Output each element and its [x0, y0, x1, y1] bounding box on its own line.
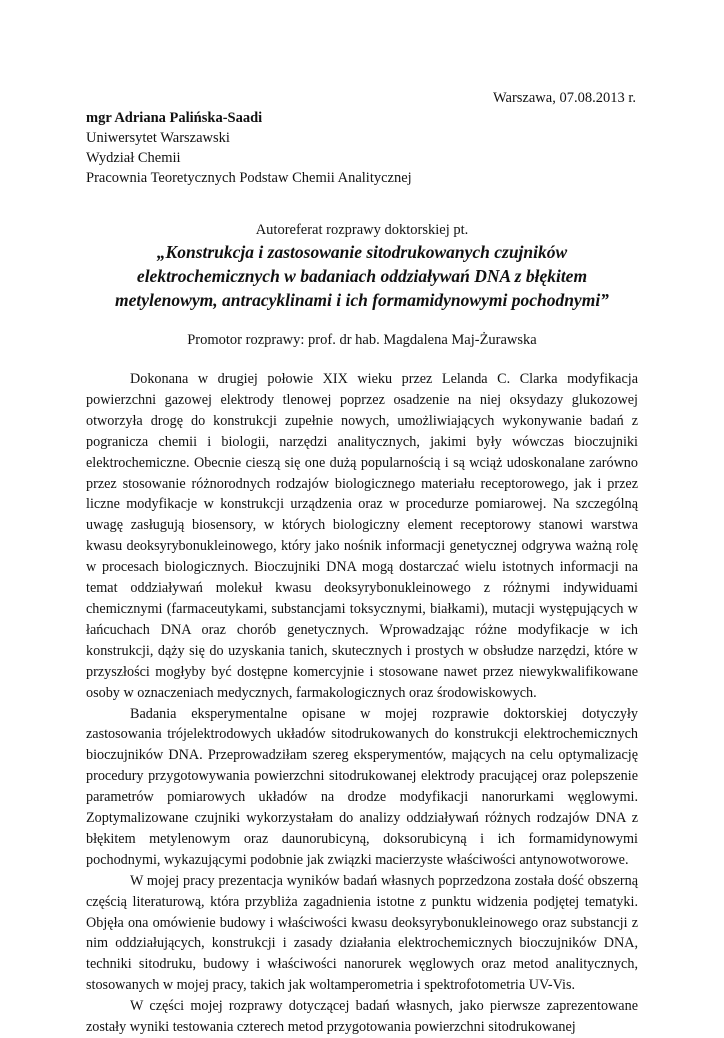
- title-intro: Autoreferat rozprawy doktorskiej pt.: [255, 222, 469, 238]
- paragraph: Badania eksperymentalne opisane w mojej rozprawie doktorskiej dotyczyły zastosowania trójelektrodowych układów sitodrukowanych do konstrukcji elektrochemicznych bioczujników DNA. Przeprowadziłam szereg eksperymentów, mających na celu optymalizację procedury przygotowywania powierzchni sitodrukowanej elektrody pracującej oraz polepszenie parametrów pomiarowych układów na drodze modyfikacji nanorurkami węglowymi. Zoptymalizowane czujniki wykorzystałam do analizy oddziaływań różnych rodzajów DNA z błękitem metylenowym oraz daunorubicyną, doksorubicyną i ich formamidynowymi pochodnymi, wykazującymi podobnie jak związki macierzyste właściwości antynowotworowe.: [86, 705, 638, 868]
- title-block: [86, 220, 638, 312]
- author-block: [86, 108, 646, 188]
- affiliation-faculty: Wydział Chemii: [86, 150, 181, 166]
- paragraph: W mojej pracy prezentacja wyników badań własnych poprzedzona została dość obszerną częścią literaturową, która przybliża zagadnienia istotne z punktu widzenia podjętej tematyki. Objęła ona omówienie budowy i właściwości kwasu deoksyrybonukleinowego oraz substancji z nim oddziałujących, konstrukcji i zasady działania elektrochemicznych bioczujników DNA, techniki sitodruku, budowy i właściwości nanorurek węglowych oraz metod analitycznych, stosowanych w mojej pracy, takich jak woltamperometria i spektrofotometria UV-Vis.: [86, 872, 638, 994]
- promotor-line: Promotor rozprawy: prof. dr hab. Magdalena Maj-Żurawska: [187, 332, 537, 348]
- author-name: mgr Adriana Palińska-Saadi: [86, 110, 263, 126]
- dissertation-title: „Konstrukcja i zastosowanie sitodrukowanych czujników elektrochemicznych w badaniach oddziaływań DNA z błękitem metylenowym, antracyklinami i ich formamidynowymi pochodnymi”: [115, 242, 609, 310]
- affiliation-university: Uniwersytet Warszawski: [86, 130, 230, 146]
- affiliation-lab: Pracownia Teoretycznych Podstaw Chemii Analitycznej: [86, 170, 412, 186]
- paragraph: W części mojej rozprawy dotyczącej badań własnych, jako pierwsze zaprezentowane zostały wyniki testowania czterech metod przygotowania powierzchni sitodrukowanej: [86, 998, 638, 1036]
- body-text: [86, 369, 638, 1038]
- document-date: Warszawa, 07.08.2013 r.: [493, 90, 636, 106]
- paragraph: Dokonana w drugiej połowie XIX wieku przez Lelanda C. Clarka modyfikacja powierzchni gazowej elektrody tlenowej poprzez osadzenie na niej oksydazy glukozowej otworzyła drogę do konstrukcji zupełnie nowych, umożliwiających wykonywanie badań z pogranicza chemii i biologii, narzędzi analitycznych, jakimi były wówczas bioczujniki elektrochemiczne. Obecnie cieszą się one dużą popularnością i są wciąż udoskonalane zarówno przez stosowanie różnorodnych rodzajów biologicznego materiału receptorowego, jak i przez liczne modyfikacje w konstrukcji urządzenia oraz w procedurze pomiarowej. Na szczególną uwagę zasługują biosensory, w których biologiczny element receptorowy stanowi warstwa kwasu deoksyrybonukleinowego, który jako nośnik informacji genetycznej odgrywa ważną rolę w procesach biologicznych. Bioczujniki DNA mogą dostarczać wielu istotnych informacji na temat oddziaływań molekuł kwasu deoksyrybonukleinowego z różnymi indywiduami chemicznymi (farmaceutykami, substancjami toksycznymi, białkami), mutacji występujących w łańcuchach DNA oraz chorób genetycznych. Wprowadzając różne modyfikacje w ich konstrukcji, dąży się do uzyskania tanich, skutecznych i prostych w obsłudze narzędzi, które w przyszłości mogłyby być dostępne komercyjnie i stosowane nawet przez niewykwalifikowane osoby w oznaczeniach medycznych, farmakologicznych oraz środowiskowych.: [86, 371, 638, 701]
